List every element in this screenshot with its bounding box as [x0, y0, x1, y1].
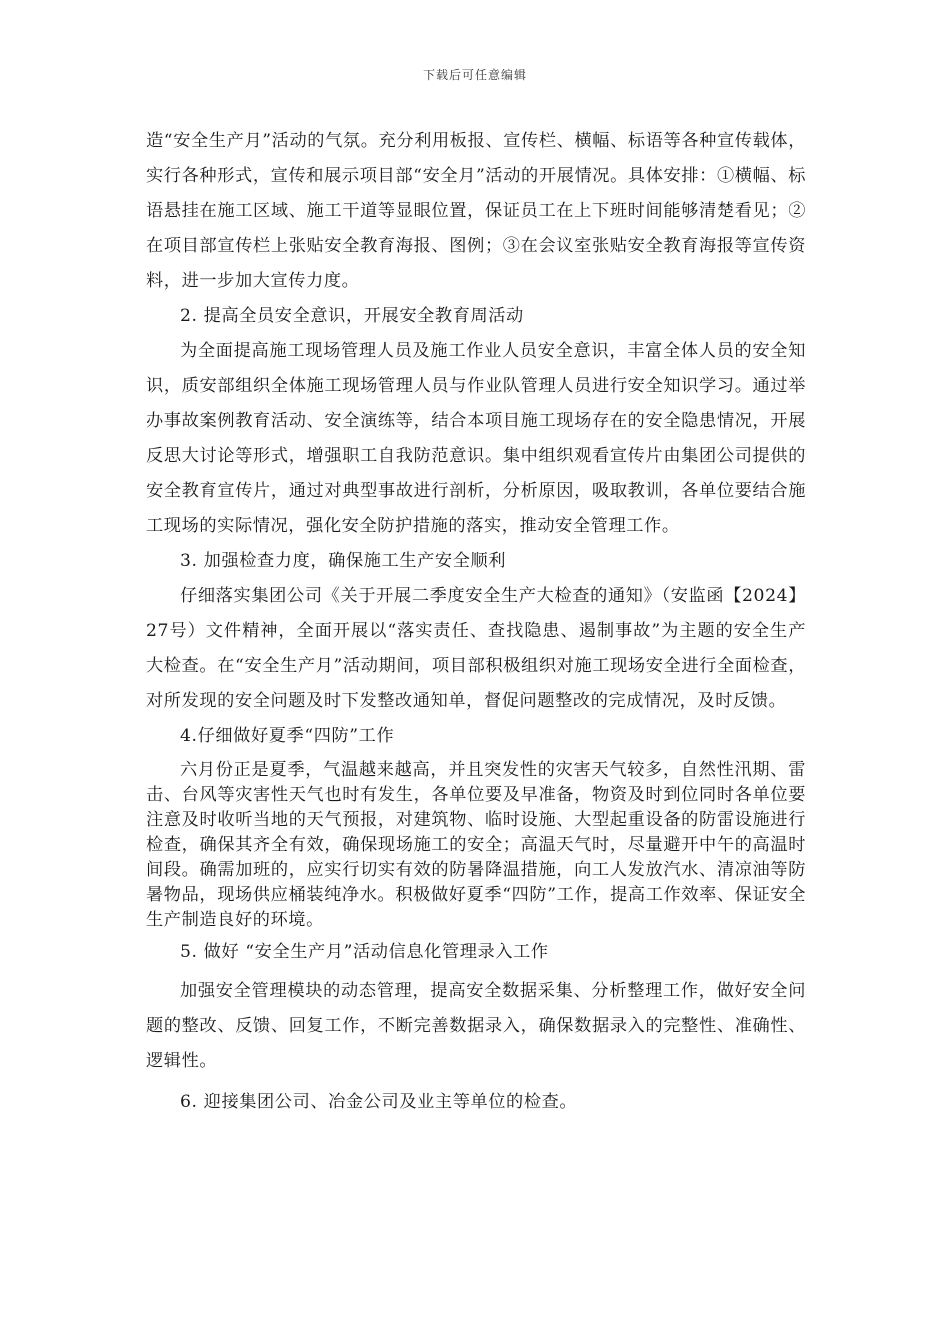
section-heading-5: 5. 做好 “安全生产月”活动信息化管理录入工作: [180, 942, 549, 962]
section-heading-3: 3. 加强检查力度，确保施工生产安全顺利: [180, 551, 507, 571]
section-heading-4: 4.仔细做好夏季“四防”工作: [180, 726, 395, 746]
download-note: 下载后可任意编辑: [422, 68, 527, 82]
paragraph-inspection: 仔细落实集团公司《关于开展二季度安全生产大检查的通知》（安监函【2024】27号）文件精神，全面开展以“落实责任、查找隐患、遏制事故”为主题的安全生产大检查。在“安全生产月”活动期间，项目部积极组织对施工现场安全进行全面检查，对所发现的安全问题及时下发整改通知单，督促问题整改的完成情况，及时反馈。: [146, 586, 806, 711]
document-body: [146, 124, 806, 1120]
paragraph-publicity: 造“安全生产月”活动的气氛。充分利用板报、宣传栏、横幅、标语等各种宣传载体，实行各种形式，宣传和展示项目部“安全月”活动的开展情况。具体安排：①横幅、标语悬挂在施工区域、施工干道等显眼位置，保证员工在上下班时间能够清楚看见；②在项目部宣传栏上张贴安全教育海报、图例；③在会议室张贴安全教育海报等宣传资料，进一步加大宣传力度。: [146, 131, 806, 291]
paragraph-summer-prevention: 六月份正是夏季，气温越来越高，并且突发性的灾害天气较多，自然性汛期、雷击、台风等灾害性天气也时有发生，各单位要及早准备，物资及时到位同时各单位要注意及时收听当地的天气预报，对建筑物、临时设施、大型起重设备的防雷设施进行检查，确保其齐全有效，确保现场施工的安全；高温天气时，尽量避开中午的高温时间段。确需加班的，应实行切实有效的防暑降温措施，向工人发放汽水、清凉油等防暑物品，现场供应桶装纯净水。积极做好夏季“四防”工作，提高工作效率、保证安全生产制造良好的环境。: [146, 760, 806, 930]
section-heading-2: 2. 提高全员安全意识，开展安全教育周活动: [180, 306, 524, 326]
paragraph-safety-education: 为全面提高施工现场管理人员及施工作业人员安全意识，丰富全体人员的安全知识，质安部组织全体施工现场管理人员与作业队管理人员进行安全知识学习。通过举办事故案例教育活动、安全演练等，结合本项目施工现场存在的安全隐患情况，开展反思大讨论等形式，增强职工自我防范意识。集中组织观看宣传片由集团公司提供的安全教育宣传片，通过对典型事故进行剖析，分析原因，吸取教训，各单位要结合施工现场的实际情况，强化安全防护措施的落实，推动安全管理工作。: [146, 341, 806, 536]
section-heading-6: 6. 迎接集团公司、冶金公司及业主等单位的检查。: [180, 1092, 578, 1112]
paragraph-info-management: 加强安全管理模块的动态管理，提高安全数据采集、分析整理工作，做好安全问题的整改、反馈、回复工作，不断完善数据录入，确保数据录入的完整性、准确性、逻辑性。: [146, 981, 806, 1071]
